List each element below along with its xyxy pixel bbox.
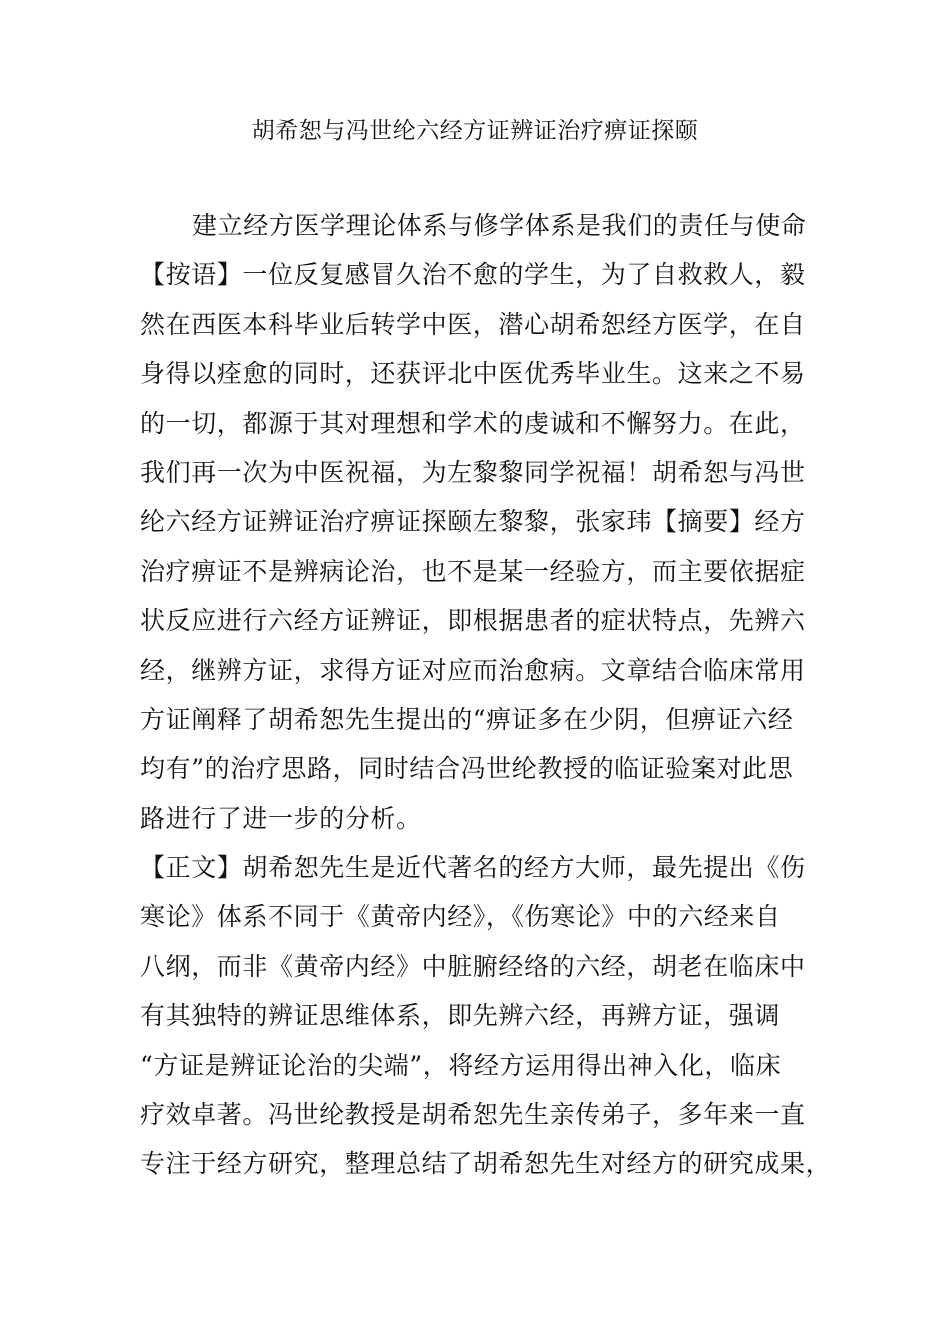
text-line: 我们再一次为中医祝福，为左黎黎同学祝福！胡希恕与冯世 [140,457,806,487]
text-line: 均有”的治疗思路，同时结合冯世纶教授的临证验案对此思 [140,754,794,784]
text-line: 【正文】胡希恕先生是近代著名的经方大师，最先提出《伤 [140,853,806,883]
text-line: 专注于经方研究，整理总结了胡希恕先生对经方的研究成果， [140,1149,832,1179]
text-line: 的一切，都源于其对理想和学术的虔诚和不懈努力。在此， [140,408,806,438]
document-body [140,211,830,1199]
text-line: 疗效卓著。冯世纶教授是胡希恕先生亲传弟子，多年来一直 [140,1100,806,1130]
text-line: 状反应进行六经方证辨证，即根据患者的症状特点，先辨六 [140,606,806,636]
text-line: 方证阐释了胡希恕先生提出的“痹证多在少阴，但痹证六经 [140,704,794,734]
text-line: 建立经方医学理论体系与修学体系是我们的责任与使命 [192,211,807,240]
text-line: 有其独特的辨证思维体系，即先辨六经，再辨方证，强调 [140,1001,781,1031]
text-line: 治疗痹证不是辨病论治，也不是某一经验方，而主要依据症 [140,556,806,586]
text-line: 身得以痊愈的同时，还获评北中医优秀毕业生。这来之不易 [140,359,806,389]
text-line: “方证是辨证论治的尖端”，将经方运用得出神入化，临床 [140,1050,782,1080]
text-line: 然在西医本科毕业后转学中医，潜心胡希恕经方医学，在自 [140,309,806,339]
text-line: 寒论》体系不同于《黄帝内经》，《伤寒论》中的六经来自 [140,902,781,932]
text-line: 纶六经方证辨证治疗痹证探颐左黎黎，张家玮【摘要】经方 [140,507,806,537]
text-line: 经，继辨方证，求得方证对应而治愈病。文章结合临床常用 [140,655,806,685]
text-line: 路进行了进一步的分析。 [140,803,422,833]
text-line: 【按语】一位反复感冒久治不愈的学生，为了自救救人，毅 [140,260,806,290]
document-title: 胡希恕与冯世纶六经方证辨证治疗痹证探颐 [251,118,699,144]
text-line: 八纲，而非《黄帝内经》中脏腑经络的六经，胡老在临床中 [140,951,806,981]
